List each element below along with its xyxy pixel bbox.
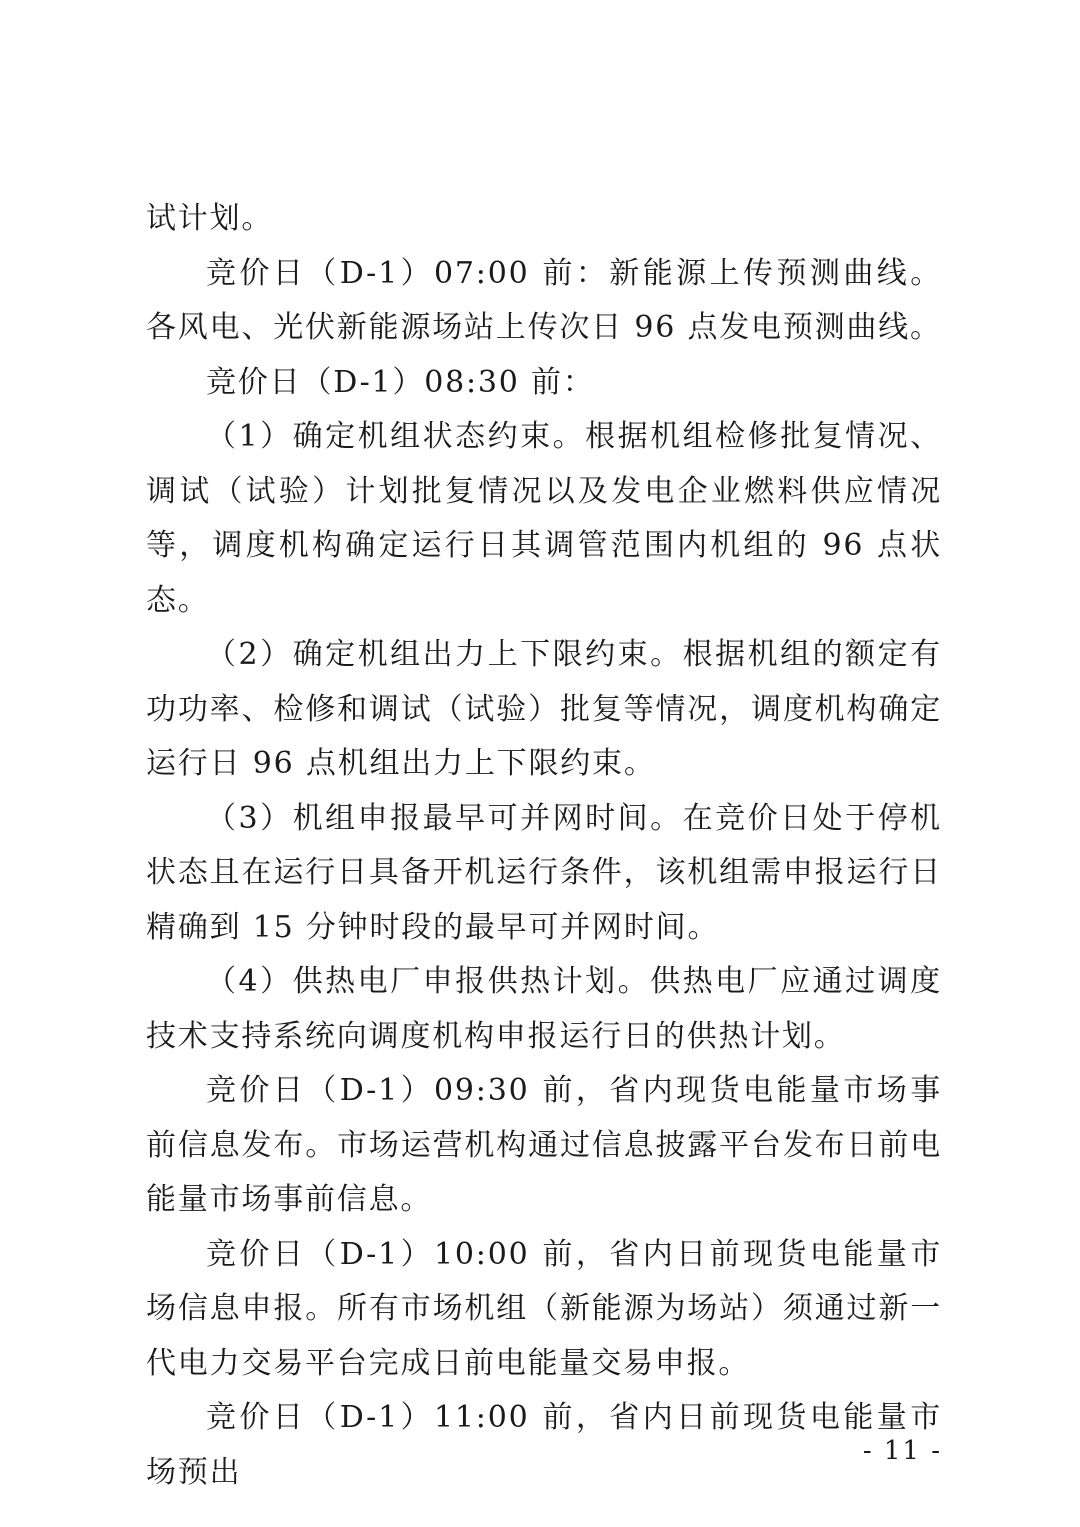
paragraph: 竞价日（D-1）09:30 前，省内现货电能量市场事前信息发布。市场运营机构通过信息披露平台发布日前电能量市场事前信息。 [146, 1073, 942, 1217]
paragraph: （1）确定机组状态约束。根据机组检修批复情况、调试（试验）计划批复情况以及发电企业燃料供应情况等，调度机构确定运行日其调管范围内机组的 96 点状态。 [146, 419, 942, 618]
paragraph: 竞价日（D-1）07:00 前：新能源上传预测曲线。各风电、光伏新能源场站上传次日 96 点发电预测曲线。 [146, 255, 942, 345]
paragraph: （3）机组申报最早可并网时间。在竞价日处于停机状态且在运行日具备开机运行条件，该机组需申报运行日精确到 15 分钟时段的最早可并网时间。 [146, 800, 942, 945]
paragraph: 竞价日（D-1）11:00 前，省内日前现货电能量市场预出 [146, 1400, 942, 1490]
paragraph: （4）供热电厂申报供热计划。供热电厂应通过调度技术支持系统向调度机构申报运行日的供热计划。 [146, 964, 942, 1054]
paragraph: 试计划。 [146, 201, 274, 236]
paragraph: （2）确定机组出力上下限约束。根据机组的额定有功功率、检修和调试（试验）批复等情况，调度机构确定运行日 96 点机组出力上下限约束。 [146, 637, 942, 781]
page-number: - 11 - [862, 1436, 942, 1466]
paragraph: 竞价日（D-1）08:30 前： [206, 364, 595, 400]
body-text [146, 192, 942, 1500]
paragraph: 竞价日（D-1）10:00 前，省内日前现货电能量市场信息申报。所有市场机组（新能源为场站）须通过新一代电力交易平台完成日前电能量交易申报。 [146, 1236, 942, 1381]
